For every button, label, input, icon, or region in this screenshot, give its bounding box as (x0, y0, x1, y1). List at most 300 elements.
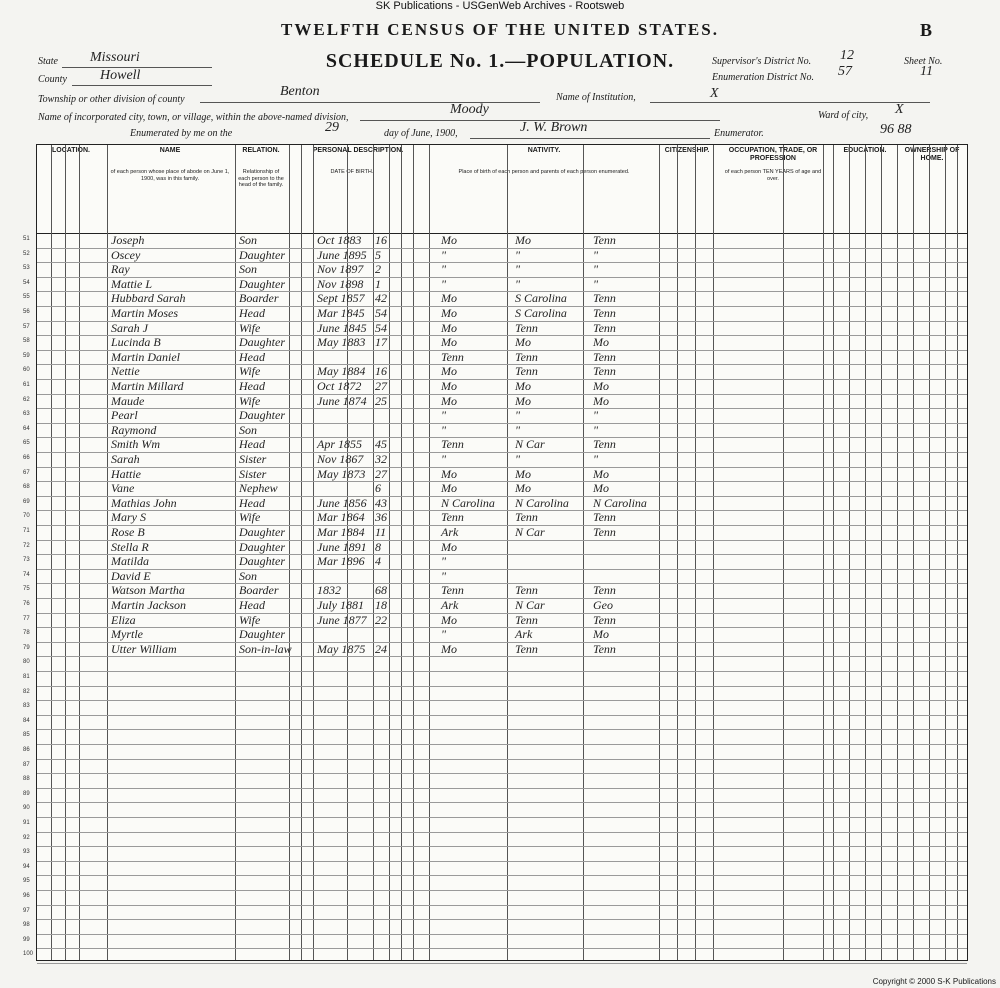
relation: Boarder (239, 583, 279, 598)
column-divider (107, 145, 108, 960)
institution-label: Name of Institution, (556, 92, 636, 103)
mother-birthplace: Mo (593, 466, 609, 481)
birthplace: Mo (441, 233, 457, 247)
father-birthplace: " (515, 276, 521, 291)
incorporated-value: Moody (450, 102, 489, 117)
relation: Wife (239, 320, 261, 335)
age: 8 (375, 539, 381, 554)
ward-label: Ward of city, (818, 110, 869, 121)
row-divider (37, 540, 967, 541)
row-divider (37, 467, 967, 468)
column-divider (695, 145, 696, 960)
person-name: Mary S (111, 510, 146, 525)
relation: Head (239, 437, 265, 452)
row-number: 55 (23, 294, 30, 301)
age: 5 (375, 247, 381, 262)
age: 22 (375, 612, 387, 627)
row-number: 87 (23, 761, 30, 768)
age: 16 (375, 233, 387, 247)
age: 32 (375, 452, 387, 466)
relation: Daughter (239, 525, 285, 539)
row-divider (37, 437, 967, 438)
relation: Wife (239, 393, 261, 408)
row-divider (37, 408, 967, 409)
nativity-subheader: Place of birth of each person and parents of each person enumerated. (458, 169, 630, 175)
mother-birthplace: Tenn (593, 349, 616, 364)
person-name: Joseph (111, 233, 145, 247)
row-divider (37, 481, 967, 482)
row-number: 90 (23, 805, 30, 812)
row-divider (37, 700, 967, 701)
father-birthplace: Tenn (515, 641, 538, 656)
row-divider (37, 277, 967, 278)
column-divider (897, 145, 898, 960)
person-name: Myrtle (111, 627, 143, 642)
grid-header (37, 145, 967, 234)
person-name: Ray (111, 262, 130, 277)
relation: Head (239, 349, 265, 364)
father-birthplace: " (515, 452, 521, 466)
birthplace: " (441, 408, 447, 423)
person-name: Matilda (111, 554, 149, 569)
birth-date: July 1881 (317, 598, 364, 612)
row-number: 63 (23, 411, 30, 418)
row-divider (37, 569, 967, 570)
column-divider (79, 145, 80, 960)
father-birthplace: N Carolina (515, 495, 569, 510)
father-birthplace: N Car (515, 525, 545, 539)
row-divider (37, 671, 967, 672)
row-number: 53 (23, 265, 30, 272)
group-location: LOCATION. (52, 147, 90, 154)
father-birthplace: S Carolina (515, 291, 567, 306)
birth-date: June 1891 (317, 539, 367, 554)
page-numbers: 96 88 (880, 122, 912, 137)
birth-date: Mar 1845 (317, 306, 365, 320)
person-name: Smith Wm (111, 437, 160, 452)
row-divider (37, 627, 967, 628)
father-birthplace: Tenn (515, 364, 538, 379)
row-divider (37, 788, 967, 789)
row-divider (37, 861, 967, 862)
group-relation: RELATION. (242, 147, 280, 154)
father-birthplace: " (515, 422, 521, 437)
sheet-label: Sheet No. (904, 56, 943, 67)
age: 11 (375, 525, 387, 539)
group-nativity: NATIVITY. (527, 147, 561, 154)
birthplace: N Carolina (441, 495, 495, 510)
age: 4 (375, 554, 381, 569)
mother-birthplace: Tenn (593, 437, 616, 452)
enumerator-label: Enumerator. (714, 128, 764, 139)
row-number: 96 (23, 893, 30, 899)
mother-birthplace: Tenn (593, 233, 616, 247)
mother-birthplace: " (593, 452, 599, 466)
column-divider (235, 145, 236, 960)
birth-date: Mar 1884 (317, 525, 365, 539)
birthplace: " (441, 276, 447, 291)
row-number: 59 (23, 352, 30, 359)
row-number: 98 (23, 922, 30, 929)
birth-date: June 1895 (317, 247, 367, 262)
age: 54 (375, 306, 387, 320)
column-divider (289, 145, 290, 960)
age: 27 (375, 379, 387, 393)
birth-date: Sept 1857 (317, 291, 365, 306)
row-divider (37, 802, 967, 803)
person-name: Utter William (111, 641, 177, 656)
person-name: Rose B (111, 525, 145, 539)
birthplace: Mo (441, 481, 457, 496)
father-birthplace: Mo (515, 466, 531, 481)
birth-date: Nov 1897 (317, 262, 364, 277)
birthplace: Mo (441, 335, 457, 350)
person-name: Oscey (111, 247, 141, 262)
row-divider (37, 905, 967, 906)
row-number: 76 (23, 601, 30, 607)
birthplace: Tenn (441, 510, 464, 525)
row-divider (37, 423, 967, 424)
relation: Daughter (239, 276, 285, 291)
age: 68 (375, 583, 387, 598)
relation: Head (239, 495, 265, 510)
birthplace: Ark (441, 525, 459, 539)
row-divider (37, 817, 967, 818)
relation: Nephew (239, 481, 278, 496)
mother-birthplace: Tenn (593, 306, 616, 320)
father-birthplace: N Car (515, 598, 545, 612)
column-divider (51, 145, 52, 960)
row-divider (37, 832, 967, 833)
person-name: Martin Millard (111, 379, 184, 393)
father-birthplace: " (515, 262, 521, 277)
birthplace: Tenn (441, 583, 464, 598)
row-number: 65 (23, 440, 30, 447)
sheet-letter: B (919, 20, 932, 40)
county-label: County (38, 74, 67, 85)
father-birthplace: S Carolina (515, 306, 567, 320)
row-number: 86 (23, 747, 30, 753)
row-divider (37, 686, 967, 687)
group-name: NAME (159, 147, 181, 154)
relation: Sister (239, 466, 267, 481)
occupation-subheader: of each person TEN YEARS of age and over. (724, 169, 822, 182)
row-number: 74 (23, 571, 30, 578)
column-divider (65, 145, 66, 960)
row-number: 62 (23, 396, 30, 403)
birthplace: " (441, 627, 447, 642)
father-birthplace: Tenn (515, 612, 538, 627)
row-number: 57 (23, 323, 30, 330)
row-divider (37, 248, 967, 249)
copyright: Copyright © 2000 S-K Publications (872, 977, 996, 986)
person-name: Hattie (111, 466, 141, 481)
row-number: 95 (23, 878, 30, 885)
column-divider (677, 145, 678, 960)
birthplace: " (441, 554, 447, 569)
column-divider (401, 145, 402, 960)
birth-date: May 1883 (317, 335, 366, 350)
birthplace: Tenn (441, 349, 464, 364)
age: 42 (375, 291, 387, 306)
person-name: Sarah J (111, 320, 148, 335)
column-divider (583, 145, 584, 960)
group-personal: PERSONAL DESCRIPTION. (312, 147, 404, 154)
row-number: 89 (23, 790, 30, 797)
row-number: 80 (23, 659, 30, 666)
row-number: 83 (23, 703, 30, 710)
age: 54 (375, 320, 387, 335)
age: 2 (375, 262, 381, 277)
column-divider (429, 145, 430, 960)
person-name: Watson Martha (111, 583, 185, 598)
supervisor-label: Supervisor's District No. (712, 56, 812, 67)
row-number: 93 (23, 849, 30, 856)
birth-date: Oct 1883 (317, 233, 362, 247)
row-number: 85 (23, 732, 30, 739)
person-name: Martin Daniel (111, 349, 180, 364)
group-ownership: OWNERSHIP OF HOME. (904, 147, 960, 162)
row-number: 100 (23, 951, 34, 958)
row-divider (37, 262, 967, 263)
birth-date: May 1873 (317, 466, 366, 481)
column-divider (823, 145, 824, 960)
mother-birthplace: Tenn (593, 291, 616, 306)
row-divider (37, 875, 967, 876)
father-birthplace: Mo (515, 335, 531, 350)
person-name: Pearl (111, 408, 138, 423)
father-birthplace: Tenn (515, 510, 538, 525)
incorporated-label: Name of incorporated city, town, or village, within the above-named division, (38, 112, 349, 123)
row-number: 68 (23, 484, 30, 491)
mother-birthplace: " (593, 276, 599, 291)
column-divider (957, 145, 958, 960)
birth-date: May 1884 (317, 364, 366, 379)
person-name: Stella R (111, 539, 149, 554)
row-number: 84 (23, 717, 30, 724)
birthplace: " (441, 452, 447, 466)
enum-district-value: 57 (838, 64, 852, 79)
row-number: 61 (23, 382, 30, 388)
mother-birthplace: " (593, 422, 599, 437)
relation: Sister (239, 452, 267, 466)
mother-birthplace: Mo (593, 481, 609, 496)
person-name: Lucinda B (111, 335, 161, 350)
column-divider (713, 145, 714, 960)
relation: Wife (239, 612, 261, 627)
relation: Wife (239, 510, 261, 525)
state-label: State (38, 56, 58, 67)
column-divider (413, 145, 414, 960)
column-divider (929, 145, 930, 960)
row-number: 75 (23, 586, 30, 593)
father-birthplace: Tenn (515, 349, 538, 364)
age: 36 (375, 510, 387, 525)
age: 17 (375, 335, 387, 350)
row-number: 72 (23, 542, 30, 549)
supervisor-value: 12 (840, 48, 854, 63)
township-label: Township or other division of county (38, 94, 185, 105)
column-divider (881, 145, 882, 960)
birth-date: June 1856 (317, 495, 367, 510)
mother-birthplace: Mo (593, 393, 609, 408)
father-birthplace: Mo (515, 393, 531, 408)
row-divider (37, 948, 967, 949)
mother-birthplace: Tenn (593, 583, 616, 598)
age: 6 (375, 481, 381, 496)
mother-birthplace: N Carolina (593, 495, 647, 510)
row-divider (37, 715, 967, 716)
name-subheader: of each person whose place of abode on June 1, 1900, was in this family. (110, 169, 230, 182)
father-birthplace: Ark (515, 627, 533, 642)
relation-subheader: Relationship of each person to the head of the family. (238, 169, 284, 188)
row-divider (37, 846, 967, 847)
mother-birthplace: Mo (593, 379, 609, 393)
birthplace: Mo (441, 393, 457, 408)
row-number: 51 (23, 236, 30, 242)
birth-date: 1832 (317, 583, 341, 598)
relation: Daughter (239, 247, 285, 262)
age: 27 (375, 466, 387, 481)
column-divider (389, 145, 390, 960)
relation: Head (239, 379, 265, 393)
person-name: Martin Jackson (111, 598, 186, 612)
row-divider (37, 934, 967, 935)
relation: Daughter (239, 627, 285, 642)
ward-value: X (895, 102, 904, 117)
birthplace: Mo (441, 466, 457, 481)
relation: Head (239, 306, 265, 320)
birth-subheader: DATE OF BIRTH. (330, 169, 374, 175)
person-name: Raymond (111, 422, 157, 437)
relation: Daughter (239, 408, 285, 423)
row-number: 77 (23, 615, 30, 622)
row-number: 60 (23, 367, 30, 374)
township-value: Benton (280, 84, 320, 99)
group-occupation: OCCUPATION, TRADE, OR PROFESSION (728, 147, 818, 162)
row-divider (37, 729, 967, 730)
row-divider (37, 759, 967, 760)
mother-birthplace: " (593, 247, 599, 262)
birthplace: Mo (441, 306, 457, 320)
row-number: 58 (23, 338, 30, 345)
birth-date: Mar 1896 (317, 554, 365, 569)
site-header: SK Publications - USGenWeb Archives - Rootsweb (375, 0, 625, 12)
person-name: David E (111, 568, 151, 583)
age: 43 (375, 495, 387, 510)
row-divider (37, 963, 967, 964)
enumerated-label: Enumerated by me on the (130, 128, 233, 139)
relation: Daughter (239, 554, 285, 569)
row-number: 78 (23, 630, 30, 637)
mother-birthplace: Tenn (593, 320, 616, 335)
person-name: Maude (111, 393, 145, 408)
column-divider (783, 145, 784, 960)
group-citizenship: CITIZENSHIP. (664, 147, 710, 154)
county-value: Howell (100, 68, 141, 83)
relation: Son (239, 262, 257, 277)
day-value: 29 (325, 120, 339, 135)
father-birthplace: Mo (515, 379, 531, 393)
column-divider (945, 145, 946, 960)
column-divider (301, 145, 302, 960)
institution-value: X (710, 86, 719, 101)
row-number: 92 (23, 834, 30, 841)
enumerator-value: J. W. Brown (520, 120, 588, 135)
mother-birthplace: " (593, 262, 599, 277)
column-divider (865, 145, 866, 960)
group-education: EDUCATION. (843, 147, 887, 154)
row-number: 66 (23, 455, 30, 461)
row-divider (37, 744, 967, 745)
birthplace: Mo (441, 539, 457, 554)
mother-birthplace: Geo (593, 598, 613, 612)
row-number: 88 (23, 776, 30, 783)
age: 16 (375, 364, 387, 379)
person-name: Hubbard Sarah (111, 291, 186, 306)
birthplace: Mo (441, 612, 457, 627)
birthplace: Mo (441, 364, 457, 379)
father-birthplace: " (515, 408, 521, 423)
birth-date: June 1845 (317, 320, 367, 335)
father-birthplace: Tenn (515, 320, 538, 335)
father-birthplace: Mo (515, 481, 531, 496)
relation: Boarder (239, 291, 279, 306)
row-number: 56 (23, 309, 30, 315)
row-divider (37, 335, 967, 336)
relation: Head (239, 598, 265, 612)
birth-date: Mar 1864 (317, 510, 365, 525)
birthplace: Mo (441, 291, 457, 306)
row-divider (37, 452, 967, 453)
relation: Daughter (239, 539, 285, 554)
age: 1 (375, 276, 381, 291)
row-number: 71 (23, 528, 30, 534)
column-divider (507, 145, 508, 960)
birthplace: " (441, 568, 447, 583)
birthplace: Mo (441, 641, 457, 656)
state-value: Missouri (90, 50, 140, 65)
row-number: 91 (23, 820, 30, 826)
mother-birthplace: Tenn (593, 525, 616, 539)
row-number: 73 (23, 557, 30, 564)
census-grid (23, 144, 968, 961)
relation: Daughter (239, 335, 285, 350)
row-number: 70 (23, 513, 30, 520)
row-divider (37, 554, 967, 555)
birth-date: Nov 1867 (317, 452, 364, 466)
census-title: TWELFTH CENSUS OF THE UNITED STATES. (281, 20, 719, 39)
row-divider (37, 773, 967, 774)
mother-birthplace: Tenn (593, 612, 616, 627)
enum-district-label: Enumeration District No. (712, 72, 814, 83)
row-divider (37, 525, 967, 526)
row-number: 94 (23, 863, 30, 870)
row-number: 97 (23, 907, 30, 914)
birthplace: Mo (441, 320, 457, 335)
day-label: day of June, 1900, (384, 128, 458, 139)
birthplace: " (441, 247, 447, 262)
father-birthplace: N Car (515, 437, 545, 452)
relation: Son-in-law (239, 641, 292, 656)
row-divider (37, 919, 967, 920)
father-birthplace: Mo (515, 233, 531, 247)
mother-birthplace: Mo (593, 335, 609, 350)
person-name: Martin Moses (111, 306, 178, 320)
row-number: 81 (23, 674, 30, 680)
row-number: 82 (23, 688, 30, 695)
person-name: Vane (111, 481, 135, 496)
